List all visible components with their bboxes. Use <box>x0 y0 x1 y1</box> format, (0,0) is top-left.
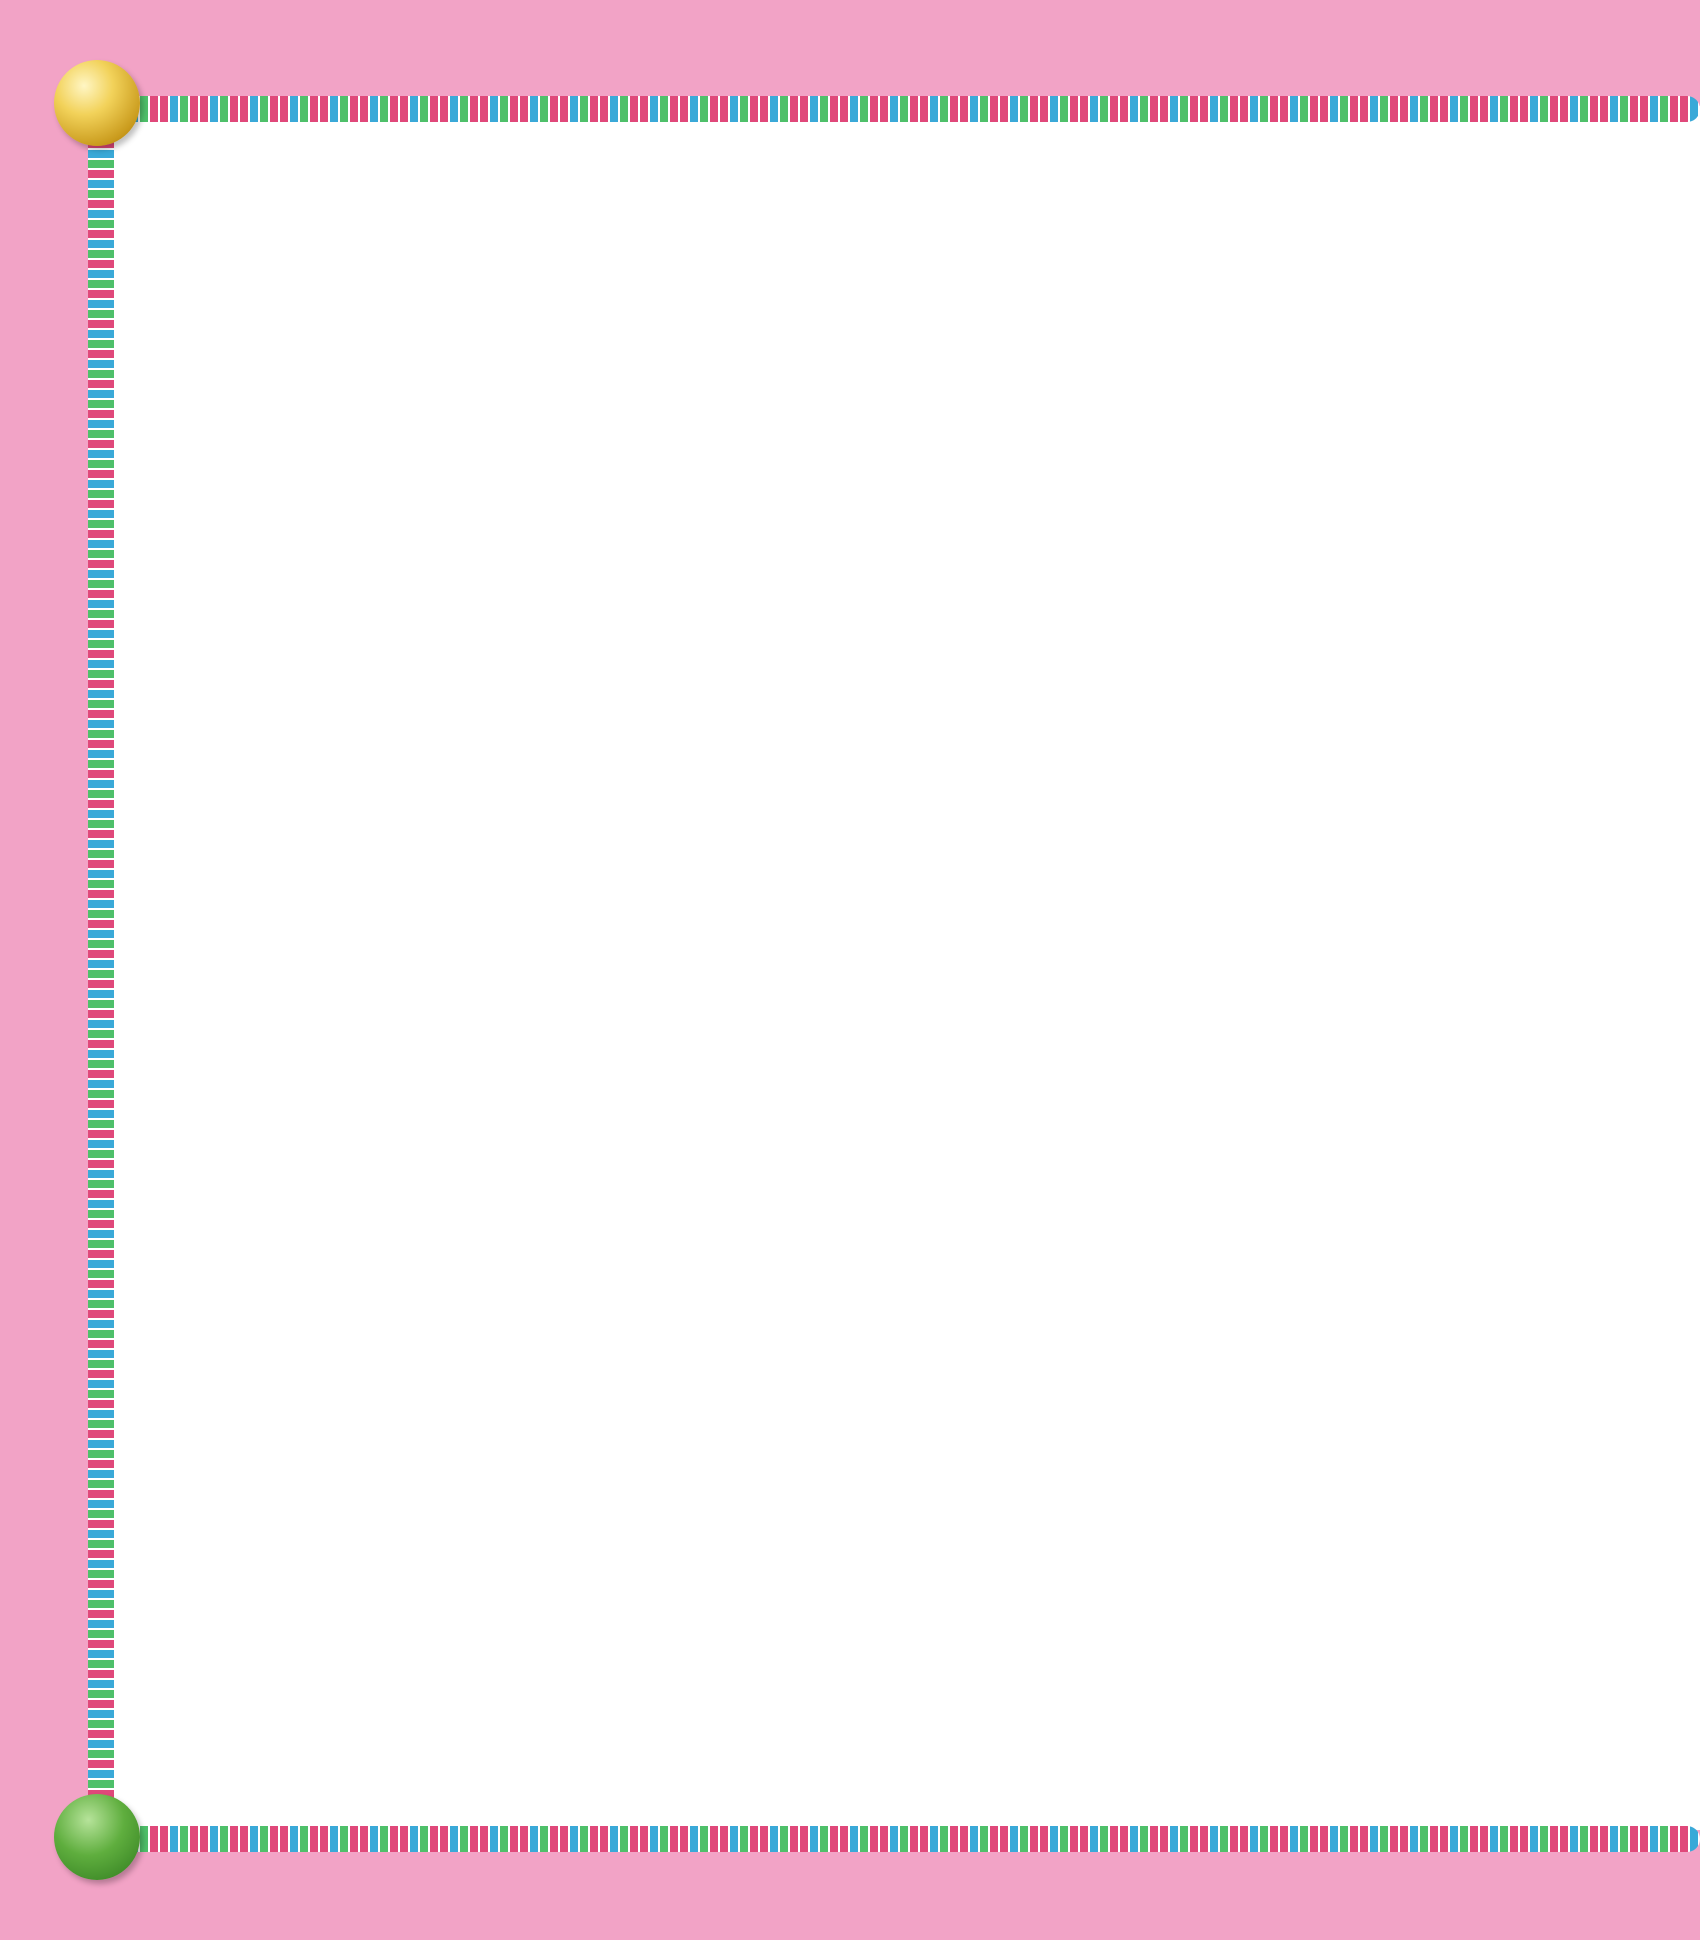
bottom-bead-border <box>120 1826 1700 1852</box>
top-bead-border <box>120 96 1700 122</box>
left-bead-border <box>88 110 114 1830</box>
page-number-bead <box>54 1794 140 1880</box>
gold-bead-ornament <box>54 60 140 146</box>
page-content-area <box>104 106 1700 1830</box>
